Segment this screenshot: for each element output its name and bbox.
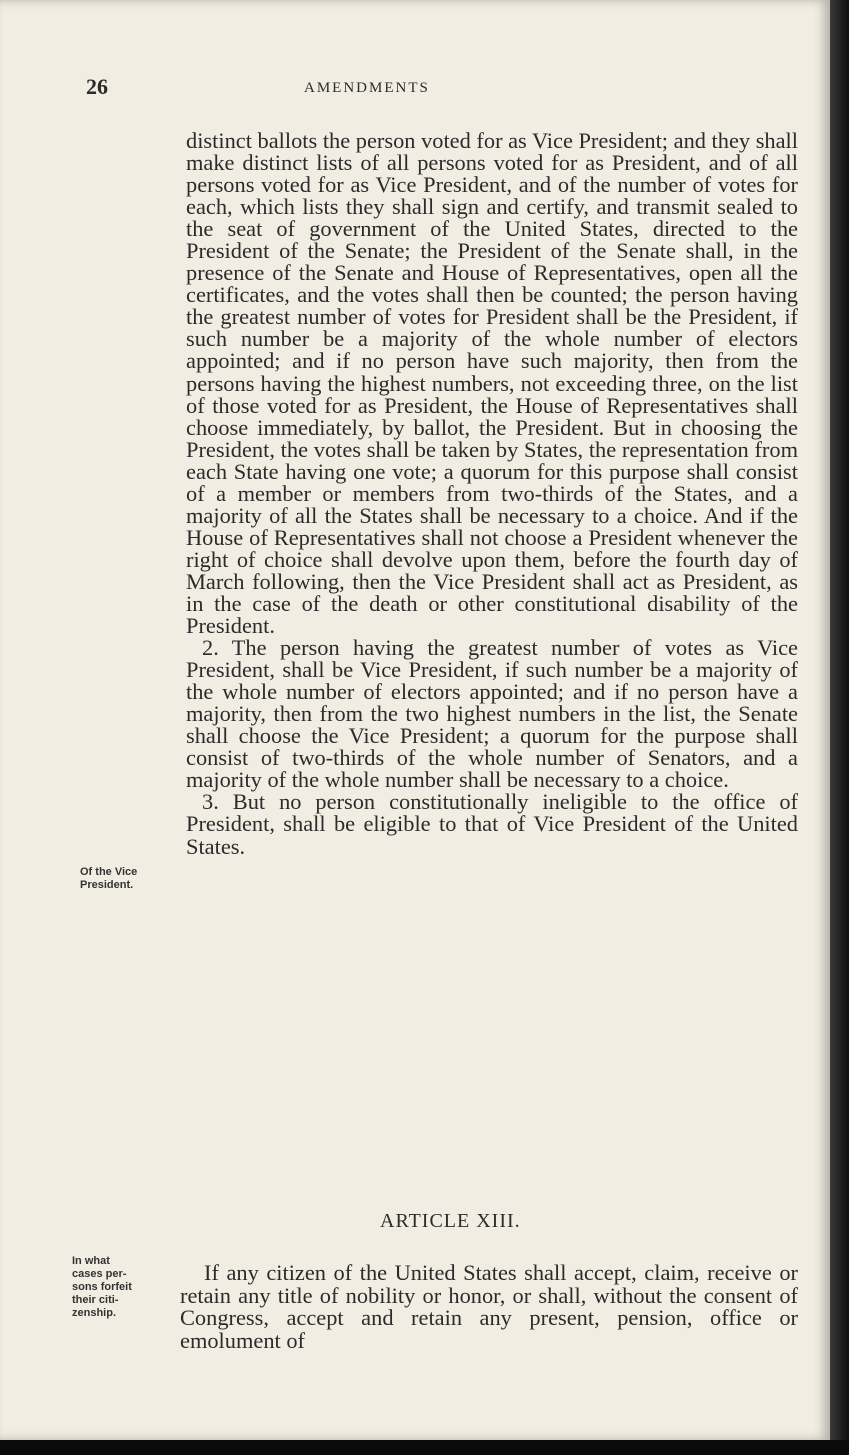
paragraph-eligibility: 3. But no person constitutionally ineligible to the office of President, shall be eligible to that of Vice President of the United States.: [186, 789, 798, 859]
running-header: AMENDMENTS: [304, 80, 430, 96]
amendment-text: [186, 130, 798, 858]
article-heading: ARTICLE XIII.: [380, 1210, 521, 1232]
margin-note-citizenship: In what cases per- sons forfeit their citi- zenship.: [72, 1255, 132, 1319]
page-edge-shadow: [830, 0, 849, 1440]
paragraph-continuation: distinct ballots the person voted for as Vice President; and they shall make distinct lists of all persons voted for as President, and of all persons voted for as Vice President, and of the number of votes for each, which lists they shall sign and certify, and transmit sealed to the seat of government of the United States, directed to the President of the Senate; the President of the Senate shall, in the presence of the Senate and House of Representatives, open all the certificates, and the votes shall then be counted; the person having the greatest number of votes for President shall be the President, if such number be a majority of the whole number of electors appointed; and if no person have such majority, then from the persons having the highest numbers, not exceeding three, on the list of those voted for as President, the House of Representatives shall choose immediately, by ballot, the President. But in choosing the President, the votes shall be taken by States, the representation from each State having one vote; a quorum for this purpose shall consist of a member or members from two-thirds of the States, and a majority of all the States shall be necessary to a choice. And if the House of Representatives shall not choose a President whenever the right of choice shall devolve upon them, before the fourth day of March following, then the Vice President shall act as President, as in the case of the death or other constitutional disability of the President.: [186, 128, 798, 639]
article-text: [180, 1262, 798, 1352]
scan-bottom-edge: [0, 1440, 849, 1455]
margin-note-vice-president: Of the Vice President.: [80, 866, 138, 891]
article-paragraph: If any citizen of the United States shall accept, claim, receive or retain any title of nobility or honor, or shall, without the consent of Congress, accept and retain any present, pension, office or emolument of: [180, 1260, 798, 1353]
page-number: 26: [86, 74, 108, 99]
paragraph-vice-president: 2. The person having the greatest number of votes as Vice President, shall be Vice President, if such number be a majority of the whole number of electors appointed; and if no person have a majority, then from the two highest numbers in the list, the Senate shall choose the Vice President; a quorum for the purpose shall consist of two-thirds of the whole number of Senators, and a majority of the whole number shall be necessary to a choice.: [186, 635, 798, 793]
